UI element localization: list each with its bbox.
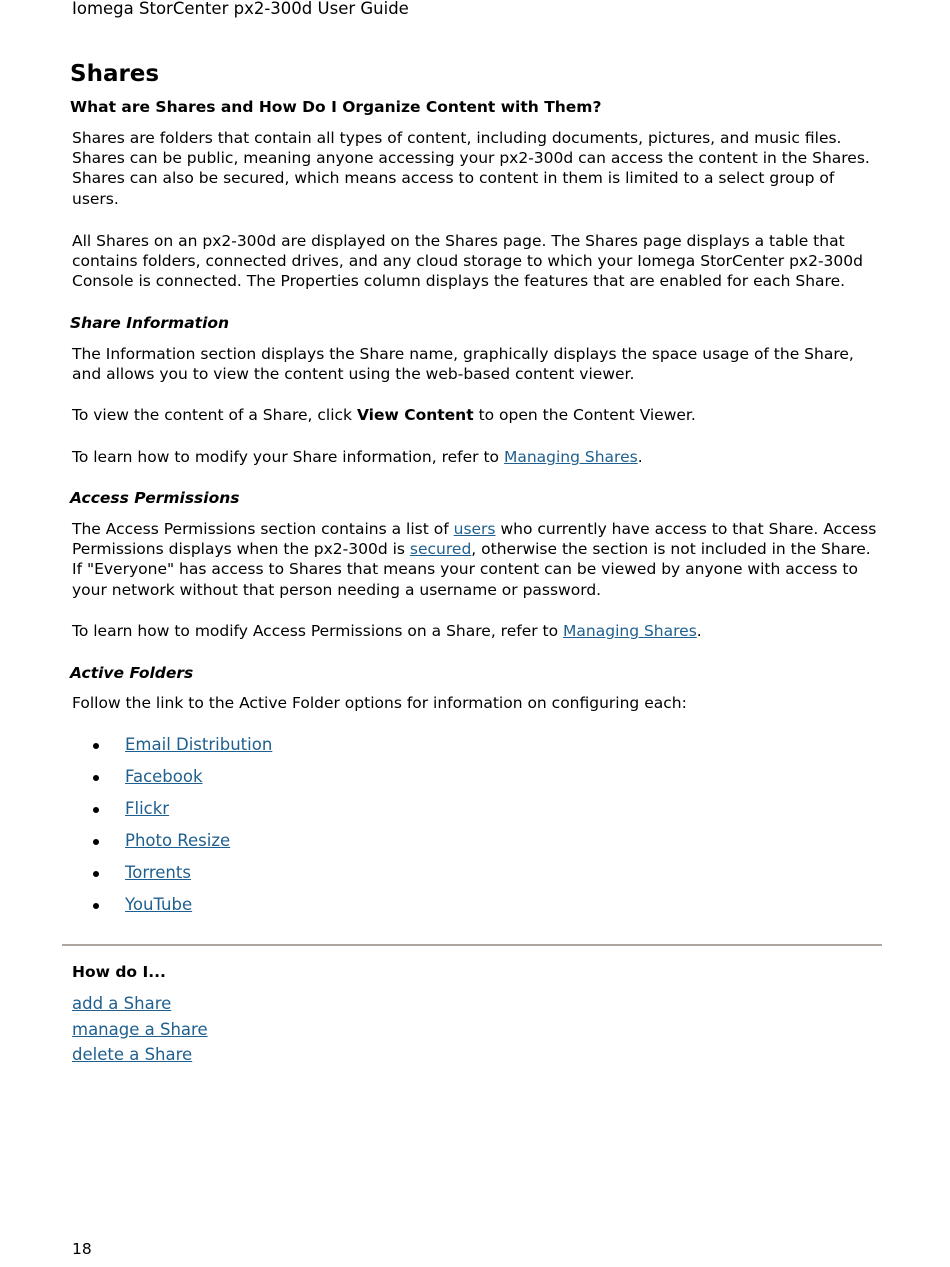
bullet-icon <box>93 903 99 909</box>
access-permissions-paragraph <box>72 519 882 600</box>
list-item <box>72 798 272 830</box>
list-item <box>72 1017 208 1043</box>
list-item <box>72 862 272 894</box>
list-item <box>72 991 208 1017</box>
modify-access-suffix: . <box>696 622 702 640</box>
intro-paragraph-2: All Shares on an px2-300d are displayed on the Shares page. The Shares page displays a table that contains folders, connected drives, and any cloud storage to which your Iomega StorCenter px2-300d Console is connected. The Properties column displays the features that are enabled for each Share. <box>72 232 863 291</box>
running-header: Iomega StorCenter px2-300d User Guide <box>72 0 409 18</box>
manage-share-link[interactable]: manage a Share <box>72 1019 208 1039</box>
flickr-link[interactable]: Flickr <box>125 799 170 818</box>
delete-share-link[interactable]: delete a Share <box>72 1045 193 1065</box>
email-distribution-link[interactable]: Email Distribution <box>125 735 273 754</box>
list-item <box>72 766 272 798</box>
how-do-i-heading: How do I... <box>72 963 166 981</box>
active-folders-intro: Follow the link to the Active Folder options for information on configuring each: <box>72 694 687 712</box>
list-item <box>72 1042 208 1068</box>
modify-share-info-paragraph <box>72 447 882 467</box>
view-content-suffix: to open the Content Viewer. <box>473 406 696 424</box>
facebook-link[interactable]: Facebook <box>125 767 203 786</box>
page-title: Shares <box>70 61 160 87</box>
active-folders-list <box>72 734 272 926</box>
access-permissions-heading: Access Permissions <box>70 489 240 507</box>
list-item <box>72 894 272 926</box>
users-link[interactable]: users <box>453 520 496 538</box>
bullet-icon <box>93 775 99 781</box>
list-item <box>72 734 272 766</box>
access-permissions-text-a: The Access Permissions section contains a list of <box>72 520 454 538</box>
access-permissions-text-b: who currently have access to that Share. Access Permissions displays when the px2-300d is <box>72 520 877 559</box>
page-number: 18 <box>72 1240 92 1258</box>
section-subtitle: What are Shares and How Do I Organize Content with Them? <box>70 98 602 116</box>
add-share-link[interactable]: add a Share <box>72 994 172 1013</box>
bullet-icon <box>93 807 99 813</box>
managing-shares-link[interactable]: Managing Shares <box>563 622 697 640</box>
view-content-term: View Content <box>356 406 474 424</box>
how-do-i-links <box>72 991 208 1068</box>
access-permissions-text-c: , otherwise the section is not included in the Share. If "Everyone" has access to Shares that means your content can be viewed by anyone with access to your network without that person needing a username or password. <box>72 540 871 599</box>
active-folders-heading: Active Folders <box>70 664 194 682</box>
bullet-icon <box>93 871 99 877</box>
section-divider <box>62 944 882 946</box>
youtube-link[interactable]: YouTube <box>125 895 193 914</box>
view-content-prefix: To view the content of a Share, click <box>72 406 357 424</box>
secured-link[interactable]: secured <box>409 540 472 559</box>
view-content-paragraph <box>72 405 882 425</box>
photo-resize-link[interactable]: Photo Resize <box>125 831 231 850</box>
bullet-icon <box>93 743 99 749</box>
torrents-link[interactable]: Torrents <box>125 863 191 882</box>
modify-share-info-suffix: . <box>637 448 643 466</box>
modify-access-prefix: To learn how to modify Access Permissions on a Share, refer to <box>72 622 564 640</box>
modify-share-info-prefix: To learn how to modify your Share information, refer to <box>72 448 504 466</box>
bullet-icon <box>93 839 99 845</box>
managing-shares-link[interactable]: Managing Shares <box>503 448 638 466</box>
share-information-paragraph: The Information section displays the Share name, graphically displays the space usage of the Share, and allows you to view the content using the web-based content viewer. <box>72 345 854 384</box>
modify-access-paragraph <box>72 621 882 641</box>
share-information-heading: Share Information <box>70 314 230 332</box>
list-item <box>72 830 272 862</box>
intro-paragraph-1: Shares are folders that contain all types of content, including documents, pictures, and music files. Shares can be public, meaning anyone accessing your px2-300d can access the content in the Shares. Shares can also be secured, which means access to content in them is limited to a select group of users. <box>72 129 870 208</box>
